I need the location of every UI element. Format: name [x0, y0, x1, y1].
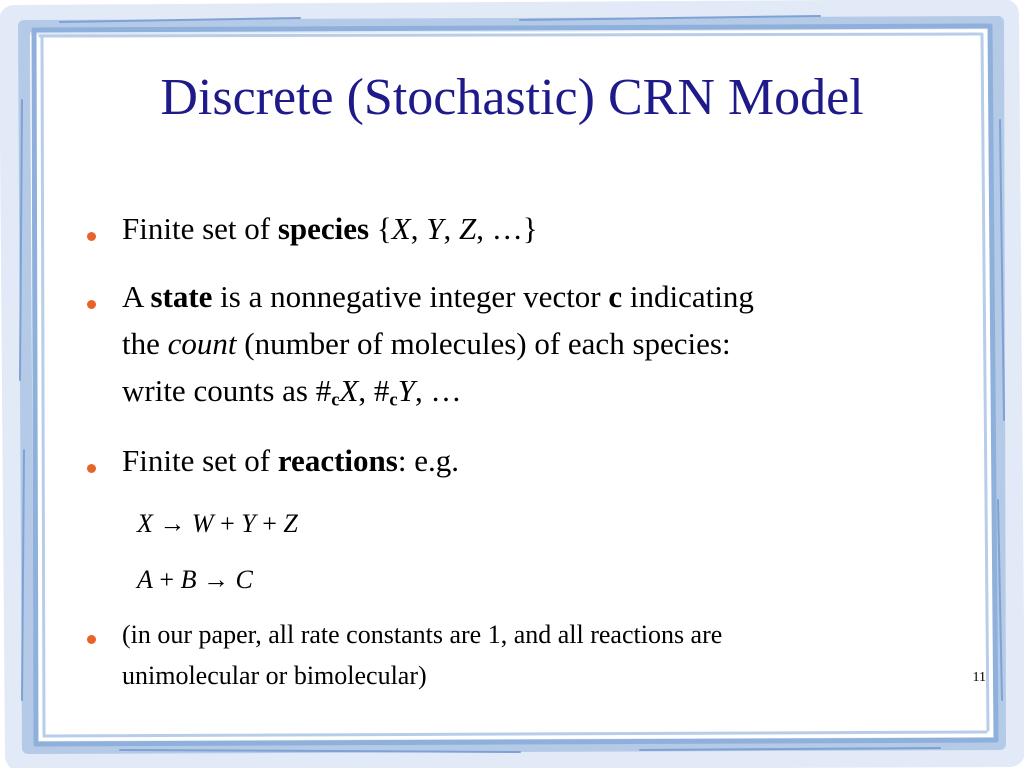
- text: the: [122, 326, 168, 361]
- text: write counts as #: [122, 373, 332, 408]
- text: (in our paper, all rate constants are 1, and all reactions are: [122, 620, 723, 649]
- text: Finite set of: [122, 443, 278, 478]
- plus-sign: +: [152, 565, 181, 594]
- text: , …: [414, 373, 462, 408]
- bullet-text: Finite set of: [122, 211, 278, 246]
- text: is a nonnegative integer vector: [212, 279, 609, 314]
- text: , #: [358, 373, 390, 408]
- species-symbol: C: [235, 565, 253, 594]
- bullet-marker: [87, 300, 96, 309]
- text: unimolecular or bimolecular): [122, 661, 427, 690]
- species-symbol: Z: [283, 509, 298, 538]
- plus-sign: +: [213, 509, 242, 538]
- bullet-note-line1: [122, 615, 722, 655]
- species-symbol: Y: [241, 509, 256, 538]
- separator: ,: [443, 211, 459, 246]
- var-y: Y: [426, 211, 444, 246]
- brace-close: , …}: [476, 211, 538, 246]
- var-z: Z: [458, 211, 477, 246]
- slide-title: Discrete (Stochastic) CRN Model: [160, 69, 864, 126]
- text: (number of molecules) of each species:: [236, 326, 731, 361]
- term-reactions: reactions: [277, 443, 398, 478]
- separator: ,: [410, 211, 427, 246]
- term-species: species: [277, 211, 370, 246]
- arrow: →: [152, 509, 192, 538]
- species-symbol: W: [191, 509, 214, 538]
- bullet-state-line3: [122, 368, 461, 423]
- bullet-state-line2: [122, 321, 731, 366]
- bullet-reactions: [122, 438, 459, 483]
- term-c: c: [608, 279, 623, 314]
- text: indicating: [622, 279, 754, 314]
- bullet-marker: [87, 635, 96, 644]
- text: : e.g.: [397, 443, 459, 478]
- bullet-species: [122, 206, 538, 251]
- term-state: state: [150, 279, 213, 314]
- var-y: Y: [397, 373, 415, 408]
- text: A: [122, 279, 151, 314]
- brace-open: {: [369, 211, 392, 246]
- term-count: count: [167, 326, 237, 361]
- var-x: X: [391, 211, 411, 246]
- page-number: 11: [972, 670, 986, 685]
- bullet-marker: [87, 232, 96, 241]
- bullet-note-line2: [122, 656, 427, 696]
- bullet-state-line1: [122, 274, 754, 319]
- arrow: →: [196, 565, 236, 594]
- species-symbol: A: [137, 565, 153, 594]
- subscript-c: c: [389, 389, 398, 411]
- species-symbol: B: [180, 565, 197, 594]
- bullet-marker: [87, 464, 96, 473]
- reaction-1: [137, 508, 298, 540]
- species-symbol: X: [137, 509, 153, 538]
- var-x: X: [339, 373, 359, 408]
- subscript-c: c: [331, 389, 340, 411]
- reaction-2: [137, 564, 253, 596]
- plus-sign: +: [255, 509, 284, 538]
